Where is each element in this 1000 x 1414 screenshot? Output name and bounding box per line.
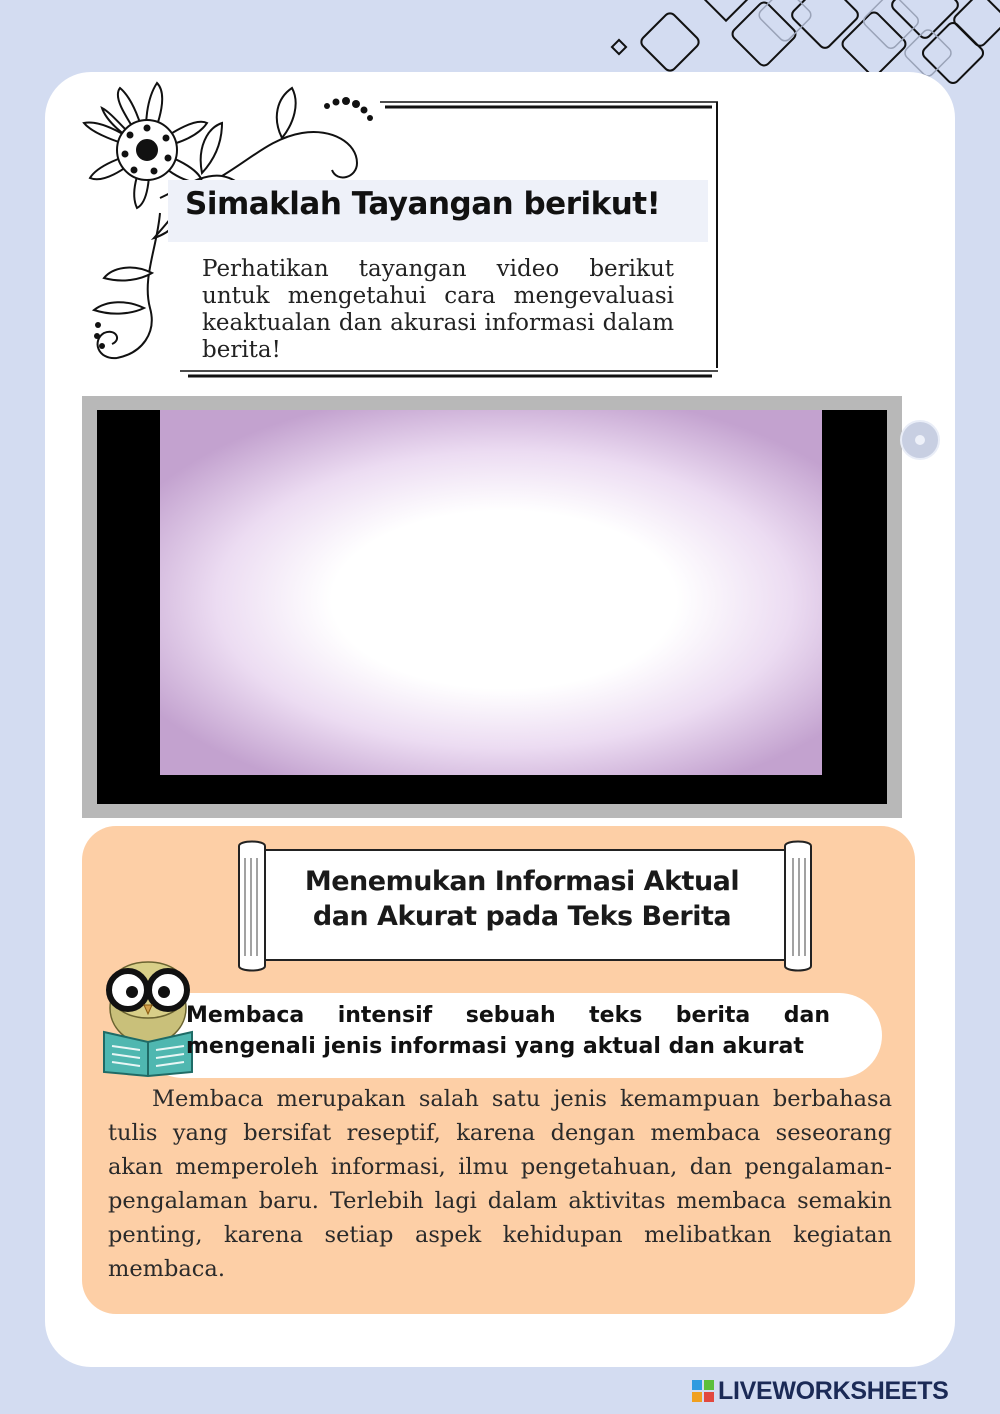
section-title-line-2: dan Akurat pada Teks Berita — [312, 901, 732, 932]
liveworksheets-logo[interactable] — [692, 1376, 992, 1406]
side-tab-knob — [900, 420, 940, 460]
live-blocks-icon — [692, 1380, 714, 1402]
subheading-line-2: mengenali jenis informasi yang aktual dan akurat — [186, 1034, 804, 1059]
brand-name: LIVEWORKSHEETS — [718, 1376, 949, 1405]
reading-subheading — [186, 1000, 830, 1062]
subheading-line-1: Membaca intensif sebuah teks berita dan — [186, 1003, 830, 1028]
owl-reading-icon — [98, 950, 198, 1078]
section-title-line-1: Menemukan Informasi Aktual — [304, 866, 740, 897]
body-paragraph: Membaca merupakan salah satu jenis kemampuan berbahasa tulis yang bersifat reseptif, karena dengan membaca seseorang akan memperoleh informasi, ilmu pengetahuan, dan pengalaman-pengalaman baru. Terlebih lagi dalam aktivitas membaca semakin penting, karena setiap aspek kehidupan melibatkan kegiatan membaca. — [108, 1086, 892, 1282]
page-title: Simaklah Tayangan berikut! — [185, 186, 661, 222]
video-screen[interactable] — [160, 410, 822, 775]
section-title — [272, 864, 772, 934]
instruction-text: Perhatikan tayangan video berikut untuk mengetahui cara mengevaluasi keaktualan dan akurasi informasi dalam berita! — [202, 256, 674, 363]
